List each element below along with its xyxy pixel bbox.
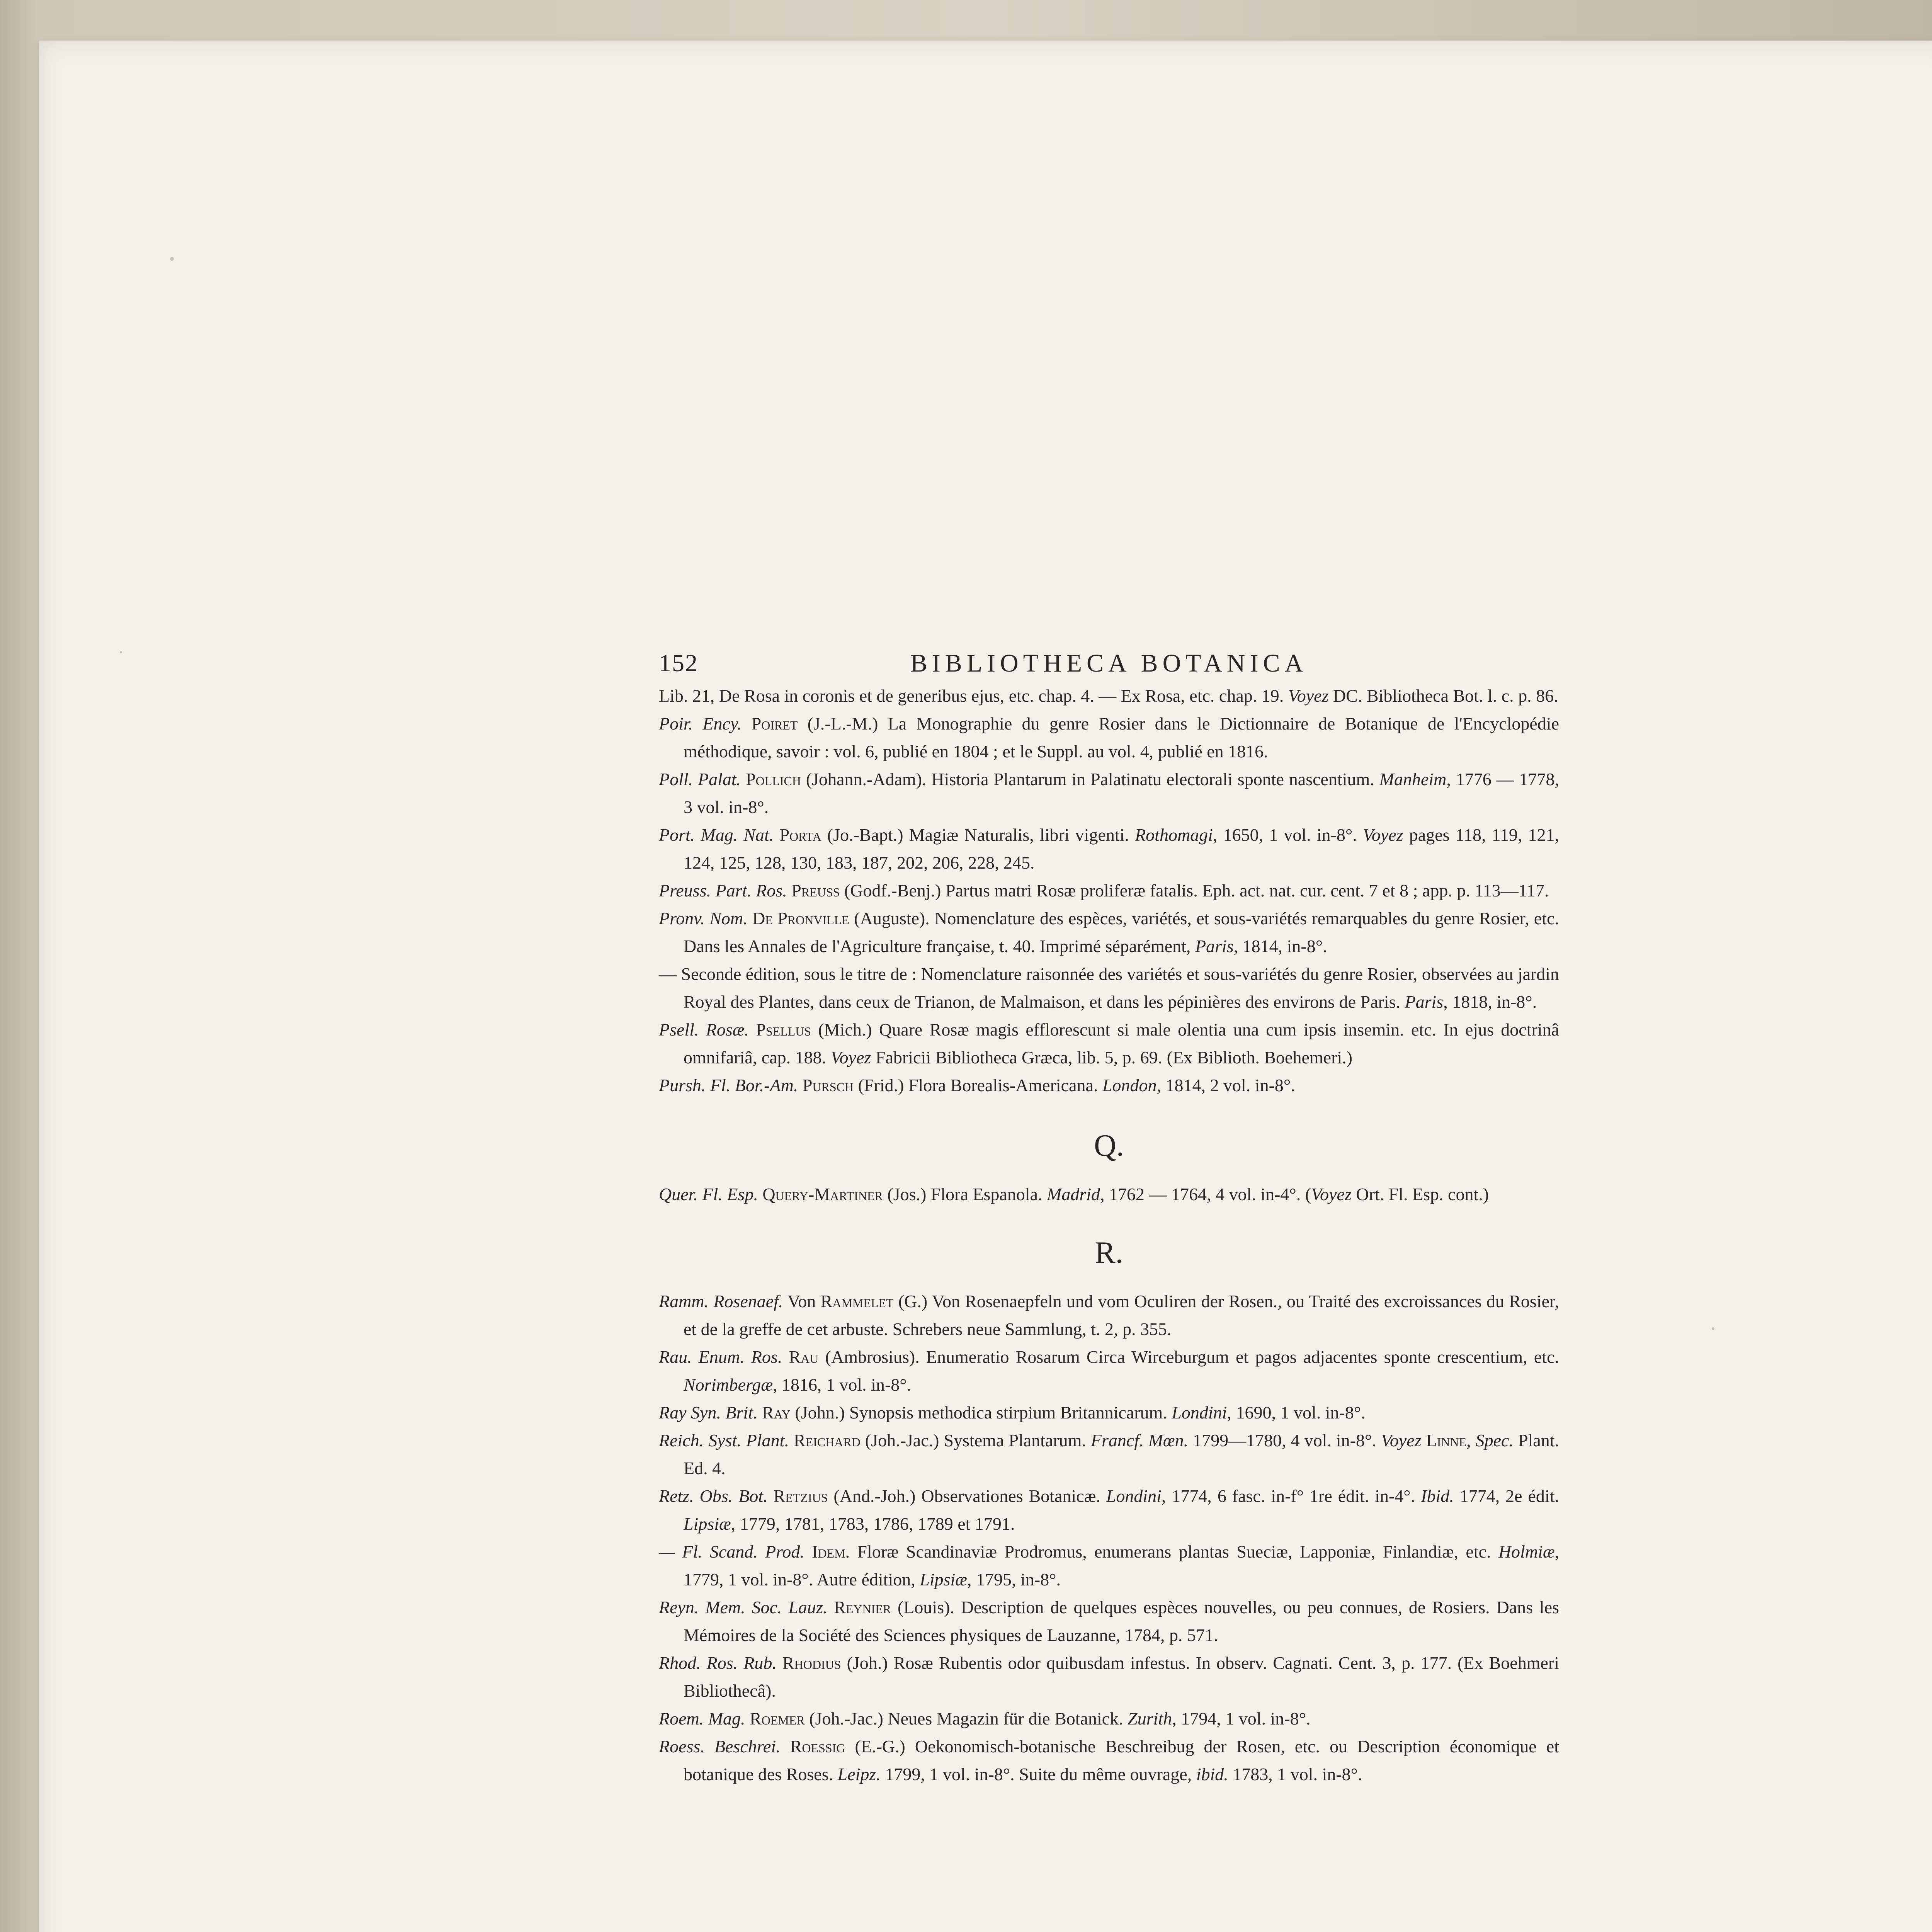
bibliography-entry: Pronv. Nom. De Pronville (Auguste). Nomenclature des espèces, variétés, et sous-variétés remarquables du genre Rosier, etc. Dans les Annales de l'Agriculture française, t. 40. Imprimé séparément, Paris, 1814, in-8°. — [659, 908, 1560, 956]
section-heading-r: R. — [1095, 1236, 1123, 1270]
page-number: 152 — [659, 649, 698, 677]
bibliography-entry: Psell. Rosæ. Psellus (Mich.) Quare Rosæ magis efflorescunt si male olentia una cum ipsis insemin. etc. In ejus doctrinâ omnifariâ, cap. 188. Voyez Fabricii Bibliotheca Græca, lib. 5, p. 69. (Ex Biblioth. Boehemeri.) — [659, 1020, 1559, 1067]
running-head — [659, 643, 1559, 682]
bibliography-entry: — Seconde édition, sous le titre de : Nomenclature raisonnée des variétés et sous-variétés du genre Rosier, observées au jardin Royal des Plantes, dans ceux de Trianon, de Malmaison, et dans les pépinières des environs de Paris. Paris, 1818, in-8°. — [659, 964, 1559, 1012]
bibliography-entry: Ray Syn. Brit. Ray (John.) Synopsis methodica stirpium Britannicarum. Londini, 1690, 1 vol. in-8°. — [659, 1403, 1366, 1422]
entry-abbreviation: Poll. Palat. — [659, 769, 741, 789]
bibliography-entry: Roess. Beschrei. Roessig (E.-G.) Oekonomisch-botanische Beschreibug der Rosen, etc. ou Description économique et botanique des Roses. Leipz. 1799, 1 vol. in-8°. Suite du même ouvrage, ibid. 1783, 1 vol. in-8°. — [659, 1736, 1560, 1784]
bibliography-entry: Reich. Syst. Plant. Reichard (Joh.-Jac.) Systema Plantarum. Francf. Mœn. 1799—1780, 4 vol. in-8°. Voyez Linne, Spec. Plant. Ed. 4. — [659, 1430, 1560, 1478]
bibliography-entry: Reyn. Mem. Soc. Lauz. Reynier (Louis). Description de quelques espèces nouvelles, ou peu connues, de Rosiers. Dans les Mémoires de la Société des Sciences physiques de Lauzanne, 1784, p. 571. — [659, 1597, 1560, 1645]
bibliography-entry: Pursh. Fl. Bor.-Am. Pursch (Frid.) Flora Borealis-Americana. London, 1814, 2 vol. in-8°. — [659, 1075, 1295, 1095]
entry-abbreviation: Rhod. Ros. Rub. — [659, 1653, 777, 1673]
bibliography-entry: — Fl. Scand. Prod. Idem. Floræ Scandinaviæ Prodromus, enumerans plantas Sueciæ, Lapponiæ, Finlandiæ, etc. Holmiæ, 1779, 1 vol. in-8°. Autre édition, Lipsiæ, 1795, in-8°. — [659, 1542, 1560, 1589]
entry-author: Pollich — [746, 769, 801, 789]
entry-abbreviation: Roess. Beschrei. — [659, 1736, 781, 1756]
bibliography-entry: Poir. Ency. Poiret (J.-L.-M.) La Monographie du genre Rosier dans le Dictionnaire de Botanique de l'Encyclopédie méthodique, savoir : vol. 6, publié en 1804 ; et le Suppl. au vol. 4, publié en 1816. — [659, 714, 1560, 761]
bibliography-entry: Preuss. Part. Ros. Preuss (Godf.-Benj.) Partus matri Rosæ proliferæ fatalis. Eph. act. nat. cur. cent. 7 et 8 ; app. p. 113—117. — [659, 881, 1549, 900]
entry-abbreviation: — Fl. Scand. Prod. — [659, 1542, 804, 1561]
entry-author: Reichard — [793, 1430, 861, 1450]
entry-author: De Pronville — [752, 908, 849, 928]
entry-author: Preuss — [791, 881, 840, 900]
entry-author: Query-Martiner — [762, 1184, 883, 1204]
entry-author: Reynier — [834, 1597, 891, 1617]
entry-author: Roessig — [790, 1736, 845, 1756]
bibliography-entry: Poll. Palat. Pollich (Johann.-Adam). Historia Plantarum in Palatinatu electorali sponte nascentium. Manheim, 1776 — 1778, 3 vol. in-8°. — [659, 769, 1560, 817]
entry-author: Rhodius — [782, 1653, 841, 1673]
entry-author: Rammelet — [820, 1291, 894, 1311]
bibliography-entry: Ramm. Rosenaef. Von Rammelet (G.) Von Rosenaepfeln und vom Oculiren der Rosen., ou Traité des excroissances du Rosier, et de la greffe de cet arbuste. Schrebers neue Sammlung, t. 2, p. 355. — [659, 1291, 1559, 1339]
entry-abbreviation: Reich. Syst. Plant. — [659, 1430, 789, 1450]
entry-author: Retzius — [773, 1486, 828, 1506]
bibliography-entry: Retz. Obs. Bot. Retzius (And.-Joh.) Observationes Botanicæ. Londini, 1774, 6 fasc. in-f° 1re édit. in-4°. Ibid. 1774, 2e édit. Lipsiæ, 1779, 1781, 1783, 1786, 1789 et 1791. — [659, 1486, 1559, 1534]
section-q — [659, 1180, 1559, 1208]
bibliography-entry: Roem. Mag. Roemer (Joh.-Jac.) Neues Magazin für die Botanick. Zurith, 1794, 1 vol. in-8°. — [659, 1709, 1311, 1728]
entry-abbreviation: Reyn. Mem. Soc. Lauz. — [659, 1597, 828, 1617]
entry-author: Porta — [779, 825, 821, 845]
bibliography-entry: Lib. 21, De Rosa in coronis et de generibus ejus, etc. chap. 4. — Ex Rosa, etc. chap. 19. Voyez DC. Bibliotheca Bot. l. c. p. 86. — [659, 686, 1558, 706]
book-page — [659, 643, 1559, 1788]
bibliography-entry: Quer. Fl. Esp. Query-Martiner (Jos.) Flora Espanola. Madrid, 1762 — 1764, 4 vol. in-4°. (Voyez Ort. Fl. Esp. cont.) — [659, 1184, 1489, 1204]
section-p-continued — [659, 682, 1559, 1099]
entry-abbreviation: Preuss. Part. Ros. — [659, 881, 787, 900]
entry-author: Psellus — [756, 1020, 811, 1039]
paper-speck — [1712, 1327, 1714, 1330]
bibliography-entry: Port. Mag. Nat. Porta (Jo.-Bapt.) Magiæ Naturalis, libri vigenti. Rothomagi, 1650, 1 vol. in-8°. Voyez pages 118, 119, 121, 124, 125, 128, 130, 183, 187, 202, 206, 228, 245. — [659, 825, 1560, 872]
entry-author: Roemer — [750, 1709, 805, 1728]
paper-speck — [120, 651, 122, 653]
bibliography-entry: Rhod. Ros. Rub. Rhodius (Joh.) Rosæ Rubentis odor quibusdam infestus. In observ. Cagnati. Cent. 3, p. 177. (Ex Boehmeri Bibliothecâ). — [659, 1653, 1559, 1701]
entry-abbreviation: Roem. Mag. — [659, 1709, 745, 1728]
entry-author: Ray — [762, 1403, 791, 1422]
entry-abbreviation: Psell. Rosæ. — [659, 1020, 749, 1039]
entry-author: Pursch — [802, 1075, 854, 1095]
entry-abbreviation: Ramm. Rosenaef. — [659, 1291, 783, 1311]
entry-abbreviation: Pronv. Nom. — [659, 908, 748, 928]
entry-abbreviation: Rau. Enum. Ros. — [659, 1347, 782, 1367]
entry-abbreviation: Port. Mag. Nat. — [659, 825, 774, 845]
entry-abbreviation: Pursh. Fl. Bor.-Am. — [659, 1075, 798, 1095]
entry-abbreviation: Quer. Fl. Esp. — [659, 1184, 758, 1204]
section-r — [659, 1287, 1559, 1788]
entry-author: Rau — [789, 1347, 819, 1367]
entry-author: Poiret — [751, 714, 798, 733]
section-heading-q: Q. — [1094, 1129, 1124, 1163]
paper-speck — [170, 257, 174, 261]
page-title: BIBLIOTHECA BOTANICA — [910, 649, 1308, 677]
entry-abbreviation: Retz. Obs. Bot. — [659, 1486, 768, 1506]
entry-abbreviation: Ray Syn. Brit. — [659, 1403, 758, 1422]
bibliography-entry: Rau. Enum. Ros. Rau (Ambrosius). Enumeratio Rosarum Circa Wirceburgum et pagos adjacentes sponte crescentium, etc. Norimbergæ, 1816, 1 vol. in-8°. — [659, 1347, 1560, 1395]
entry-author: Idem — [812, 1542, 845, 1561]
entry-abbreviation: Poir. Ency. — [659, 714, 742, 733]
